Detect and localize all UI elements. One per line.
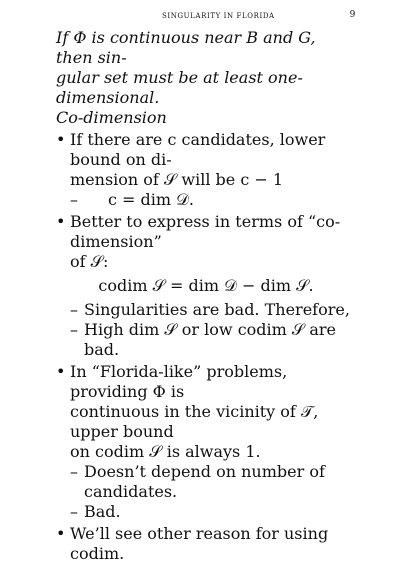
bullet-3-sub-1 [70, 462, 356, 502]
section-title: Co-dimension [56, 108, 167, 127]
codim-equation: codim 𝒮 = dim 𝒟 − dim 𝒮. [98, 276, 314, 295]
bullet-2-line-2: of 𝒮: [70, 252, 109, 271]
lead-line-1: If Φ is continuous near B and G, then sin- [56, 28, 316, 67]
dash-marker: – [70, 502, 78, 521]
page-number: 9 [349, 10, 356, 20]
bullet-item-4 [56, 524, 356, 564]
lead-line-2: gular set must be at least one-dimensional. [56, 68, 303, 107]
bullet-icon: • [56, 130, 66, 149]
bullet-icon: • [56, 212, 66, 231]
bullet-2-sub-2-text: High dim 𝒮 or low codim 𝒮 are bad. [84, 320, 337, 359]
lead-statement [56, 28, 356, 108]
bullet-icon: • [56, 524, 66, 543]
bullet-1-sub-1-text: c = dim 𝒟. [108, 190, 195, 209]
bullet-2-sub-1 [70, 300, 356, 320]
bullet-2-line-1: Better to express in terms of “co-dimension” [70, 212, 341, 251]
bullet-1-line-1: If there are c candidates, lower bound on di- [70, 130, 326, 169]
bullet-item-1 [56, 130, 356, 190]
page-header [56, 10, 356, 24]
dash-marker: – [70, 300, 78, 319]
bullet-3-line-2: continuous in the vicinity of 𝒯, upper bound [70, 402, 319, 441]
bullet-icon: • [56, 362, 66, 381]
bullet-2-sub-2 [70, 320, 356, 360]
bullet-3-line-1: In “Florida-like” problems, providing Φ is [70, 362, 288, 401]
bullet-1-line-2: mension of 𝒮 will be c − 1 [70, 170, 284, 189]
bullet-2-sub-1-text: Singularities are bad. Therefore, [84, 300, 350, 319]
bullet-3-sub-1-text: Doesn’t depend on number of candidates. [84, 462, 325, 501]
dash-marker: – [70, 462, 78, 481]
bullet-4-line-1: We’ll see other reason for using codim. [70, 524, 329, 563]
dash-marker: – [70, 320, 78, 339]
page-content [56, 28, 356, 564]
running-title: SINGULARITY IN FLORIDA [162, 12, 275, 20]
bullet-3-sub-2 [70, 502, 356, 522]
bullet-item-3 [56, 362, 356, 462]
bullet-item-2 [56, 212, 356, 272]
dash-marker: – [70, 190, 78, 209]
bullet-1-sub-1 [70, 190, 356, 210]
bullet-3-sub-2-text: Bad. [84, 502, 121, 521]
bullet-3-line-3: on codim 𝒮 is always 1. [70, 442, 261, 461]
